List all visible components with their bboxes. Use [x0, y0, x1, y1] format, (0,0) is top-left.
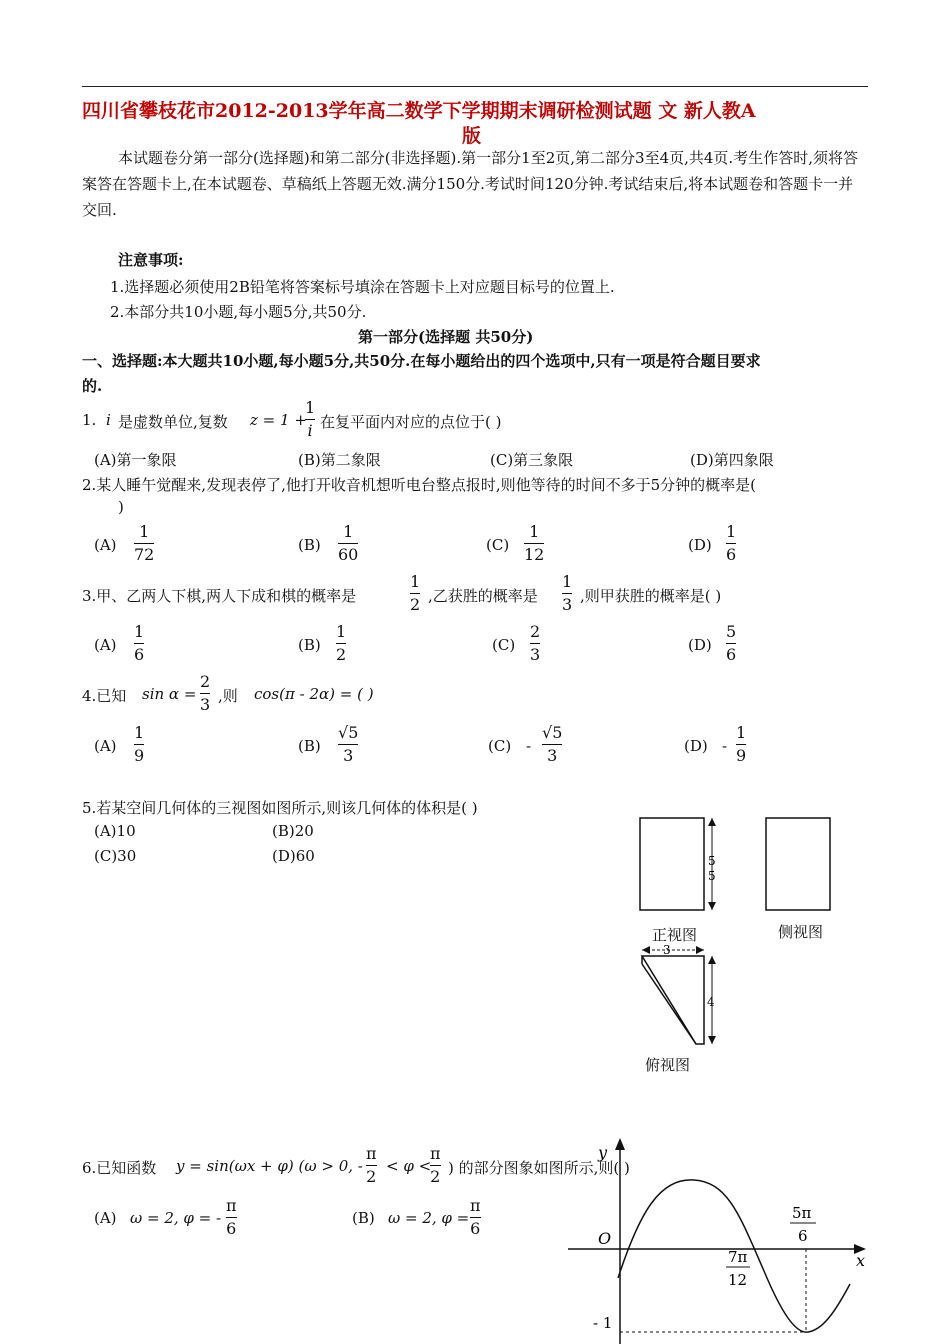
q4-d-bar	[736, 744, 746, 745]
q1-option-c: (C)第三象限	[490, 451, 574, 469]
q3-stem: 3.甲、乙两人下棋,两人下成和棋的概率是	[82, 587, 357, 605]
q2-d-num: 1	[726, 522, 737, 541]
tick-1-den: 12	[728, 1271, 748, 1289]
q4-stem-mid: ,则	[218, 687, 238, 705]
q3-f2-den: 3	[562, 595, 573, 614]
q6-fb-den: 2	[430, 1167, 441, 1186]
q6-fraction-a	[366, 1144, 377, 1187]
q2-b-den: 60	[338, 545, 359, 564]
q1-option-d: (D)第四象限	[690, 451, 774, 469]
q1-option-a: (A)第一象限	[94, 451, 177, 469]
q5-option-b: (B)20	[272, 822, 314, 840]
top-width-arrow-left	[642, 946, 650, 954]
q2-stem: 2.某人睡午觉醒来,发现表停了,他打开收音机想听电台整点报时,则他等待的时间不多于5分钟的概率是(	[82, 476, 757, 494]
q6-b-den: 6	[470, 1219, 481, 1238]
q3-option-c-fraction	[530, 622, 540, 665]
y-axis-arrow	[615, 1138, 625, 1150]
q1-number: 1.	[82, 411, 97, 429]
q6-a-num: π	[226, 1196, 237, 1215]
page-title-continued: 版	[462, 125, 482, 147]
q3-d-den: 6	[726, 645, 737, 664]
q2-a-num: 1	[139, 522, 150, 541]
q4-option-b-label: (B)	[298, 737, 321, 755]
q2-option-b-fraction	[338, 522, 358, 565]
q2-option-d-fraction	[726, 522, 736, 565]
q4-f-den: 3	[200, 695, 211, 714]
q4-stem: 4.已知	[82, 687, 127, 705]
q3-option-a-fraction	[134, 622, 144, 665]
q5-option-c: (C)30	[94, 847, 137, 865]
q1-imag-unit: i	[106, 411, 111, 429]
q6-fb-bar	[430, 1165, 441, 1166]
q6-fraction-b	[430, 1144, 441, 1187]
min-label: - 1	[593, 1314, 613, 1332]
top-width-label: 3	[663, 943, 671, 957]
q4-f-bar	[200, 693, 210, 694]
top-view-label: 俯视图	[645, 1056, 691, 1074]
q3-option-b-label: (B)	[298, 636, 321, 654]
q1-fraction-bar	[305, 419, 315, 420]
q1-fraction-den: i	[307, 421, 313, 440]
q3-fraction-draw	[410, 572, 420, 615]
top-depth-label: 4	[707, 995, 715, 1009]
q4-b-den: 3	[343, 746, 354, 765]
q4-c-num: √5	[542, 723, 563, 742]
q3-option-d-fraction	[726, 622, 736, 665]
q4-option-d-sign: -	[722, 737, 728, 755]
front-height-arrow-up	[708, 818, 716, 826]
q3-a-num: 1	[134, 622, 145, 641]
q5-option-a: (A)10	[94, 822, 136, 840]
q2-a-den: 72	[134, 545, 155, 564]
q2-c-den: 12	[524, 545, 545, 564]
q3-fraction-win	[562, 572, 572, 615]
q3-c-bar	[530, 643, 540, 644]
q2-option-b-label: (B)	[298, 536, 321, 554]
q1-stem: 是虚数单位,复数	[118, 413, 228, 431]
q3-f2-bar	[562, 593, 572, 594]
top-width-arrow-right	[696, 946, 704, 954]
q4-option-b-fraction	[338, 723, 358, 766]
intro-paragraph: 本试题卷分第一部分(选择题)和第二部分(非选择题).第一部分1至2页,第二部分3至4页,共4页.考生作答时,须将答案答在答题卡上,在本试题卷、草稿纸上答题无效.满分150分.考试时间120分钟.考试结束后,将本试题卷和答题卡一并交回.	[82, 149, 858, 219]
front-height-label: 5	[708, 854, 716, 868]
q3-option-c-label: (C)	[492, 636, 516, 654]
q6-a-den: 6	[226, 1219, 237, 1238]
header-rule	[82, 86, 868, 87]
section-heading: 一、选择题:本大题共10小题,每小题5分,共50分.在每小题给出的四个选项中,只有一项是符合题目要求	[82, 352, 761, 370]
q4-option-d-label: (D)	[684, 737, 708, 755]
q2-c-num: 1	[529, 522, 540, 541]
q6-b-num: π	[470, 1196, 481, 1215]
q3-d-bar	[726, 643, 736, 644]
q2-stem-end: )	[118, 498, 124, 516]
q3-option-a-label: (A)	[94, 636, 117, 654]
q2-option-d-label: (D)	[688, 536, 712, 554]
q4-d-den: 9	[736, 746, 747, 765]
q3-f1-num: 1	[410, 572, 421, 591]
top-depth-arrow-up	[708, 956, 716, 964]
three-views-figure	[630, 810, 840, 1080]
side-view-label: 侧视图	[778, 923, 824, 941]
q4-cos: cos(π - 2α) = ( )	[254, 685, 374, 703]
q6-ineq: < φ <	[386, 1157, 432, 1175]
q3-f2-num: 1	[562, 572, 573, 591]
q5-option-d: (D)60	[272, 847, 315, 865]
q2-d-den: 6	[726, 545, 737, 564]
q4-b-bar	[338, 744, 358, 745]
sine-graph	[560, 1136, 870, 1344]
q6-option-b-label: (B)	[352, 1209, 375, 1227]
q3-a-bar	[134, 643, 144, 644]
x-axis-label: x	[856, 1251, 866, 1270]
q2-d-bar	[726, 543, 736, 544]
q3-stem-end: ,则甲获胜的概率是( )	[580, 587, 722, 605]
q1-stem-end: 在复平面内对应的点位于( )	[320, 413, 502, 431]
q3-d-num: 5	[726, 622, 737, 641]
q3-option-d-label: (D)	[688, 636, 712, 654]
q2-option-a-fraction	[134, 522, 154, 565]
q6-stem-end: ) 的部分图象如图所示,则( )	[448, 1159, 630, 1177]
q6-fa-den: 2	[366, 1167, 377, 1186]
q6-stem: 6.已知函数	[82, 1159, 157, 1177]
q4-fraction	[200, 672, 210, 715]
notes-item-2: 2.本部分共10小题,每小题5分,共50分.	[110, 303, 367, 321]
q3-option-b-fraction	[336, 622, 346, 665]
q4-option-c-sign: -	[526, 737, 532, 755]
q2-option-a-label: (A)	[94, 536, 117, 554]
q4-f-num: 2	[200, 672, 211, 691]
front-height-label-2: 5	[708, 869, 716, 883]
q2-option-c-fraction	[524, 522, 544, 565]
tick-2-num: 5π	[792, 1204, 812, 1222]
q6-function: y = sin(ωx + φ) (ω > 0, -	[176, 1157, 363, 1175]
q2-b-bar	[338, 543, 358, 544]
q6-option-b-text: ω = 2, φ =	[388, 1209, 470, 1227]
q2-c-bar	[524, 543, 544, 544]
q6-a-bar	[226, 1217, 237, 1218]
q6-option-b-fraction	[470, 1196, 481, 1239]
q3-b-den: 2	[336, 645, 347, 664]
q2-b-num: 1	[343, 522, 354, 541]
q5-stem: 5.若某空间几何体的三视图如图所示,则该几何体的体积是( )	[82, 799, 478, 817]
front-view-rect	[640, 818, 704, 910]
tick-2-den: 6	[798, 1227, 808, 1245]
section-heading-continued: 的.	[82, 377, 103, 395]
q4-a-den: 9	[134, 746, 145, 765]
q3-b-bar	[336, 643, 346, 644]
q4-c-bar	[542, 744, 562, 745]
part1-heading: 第一部分(选择题 共50分)	[358, 328, 534, 346]
q4-a-num: 1	[134, 723, 145, 742]
q1-formula: z = 1 +	[250, 411, 307, 429]
top-depth-arrow-down	[708, 1036, 716, 1044]
q2-option-c-label: (C)	[486, 536, 510, 554]
notes-heading: 注意事项:	[118, 251, 184, 269]
q4-d-num: 1	[736, 723, 747, 742]
origin-label: O	[598, 1229, 612, 1248]
q6-fa-bar	[366, 1165, 377, 1166]
notes-item-1: 1.选择题必须使用2B铅笔将答案标号填涂在答题卡上对应题目标号的位置上.	[110, 278, 615, 296]
front-height-arrow-down	[708, 902, 716, 910]
q4-c-den: 3	[547, 746, 558, 765]
q4-option-a-fraction	[134, 723, 144, 766]
q4-option-a-label: (A)	[94, 737, 117, 755]
q3-f1-den: 2	[410, 595, 421, 614]
y-axis-label: y	[598, 1143, 608, 1162]
q1-fraction-num: 1	[305, 398, 316, 417]
q6-b-bar	[470, 1217, 481, 1218]
q3-a-den: 6	[134, 645, 145, 664]
q3-b-num: 1	[336, 622, 347, 641]
q4-a-bar	[134, 744, 144, 745]
q3-c-num: 2	[530, 622, 541, 641]
q4-option-d-fraction	[736, 723, 746, 766]
q3-f1-bar	[410, 593, 420, 594]
side-view-rect	[766, 818, 830, 910]
top-view-shape	[642, 956, 704, 1044]
top-view-diagonal	[642, 964, 696, 1044]
q6-option-a-label: (A)	[94, 1209, 117, 1227]
front-view-label: 正视图	[652, 926, 698, 944]
q6-fb-num: π	[430, 1144, 441, 1163]
q4-sin: sin α =	[142, 685, 197, 703]
q6-fa-num: π	[366, 1144, 377, 1163]
q6-option-a-text: ω = 2, φ = -	[130, 1209, 222, 1227]
q1-fraction	[305, 398, 315, 441]
q3-stem-mid: ,乙获胜的概率是	[428, 587, 538, 605]
tick-1-num: 7π	[728, 1248, 748, 1266]
page-title: 四川省攀枝花市2012-2013学年高二数学下学期期末调研检测试题 文 新人教A	[82, 100, 756, 122]
q2-a-bar	[134, 543, 154, 544]
q6-option-a-fraction	[226, 1196, 237, 1239]
q4-option-c-label: (C)	[488, 737, 512, 755]
q4-b-num: √5	[338, 723, 359, 742]
q1-option-b: (B)第二象限	[298, 451, 381, 469]
q3-c-den: 3	[530, 645, 541, 664]
q4-option-c-fraction	[542, 723, 562, 766]
